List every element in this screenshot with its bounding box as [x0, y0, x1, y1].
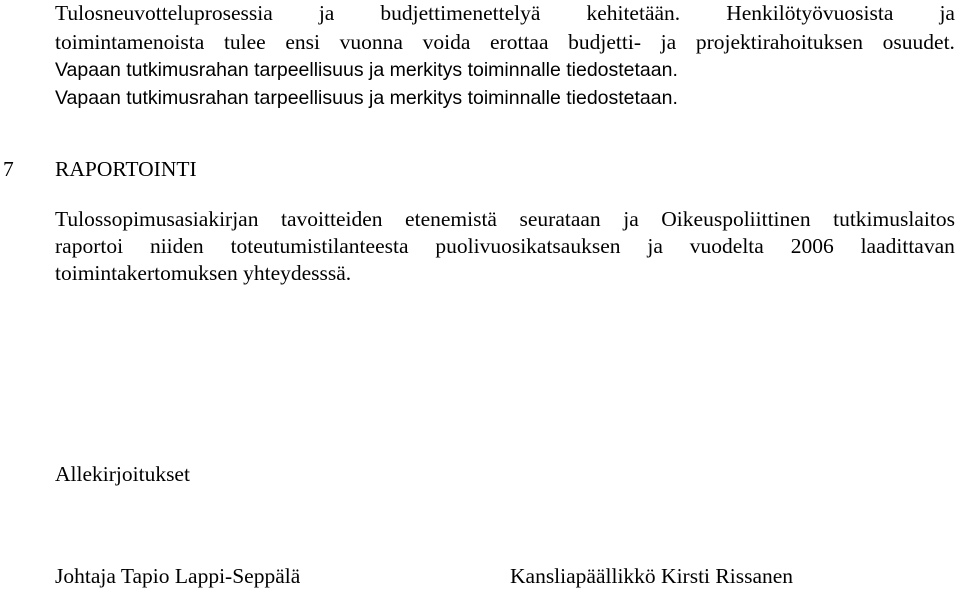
section-title: RAPORTOINTI	[55, 157, 197, 181]
word: budjettimenettelyä	[380, 1, 541, 25]
word: kehitetään.	[586, 1, 681, 25]
line-text: Vapaan tutkimusrahan tarpeellisuus ja merkitys toiminnalle tiedostetaan.	[55, 59, 678, 81]
word: erottaa	[490, 30, 549, 54]
signature-right: Kansliapäällikkö Kirsti Rissanen	[510, 564, 794, 588]
word: ja	[660, 30, 677, 54]
paragraph2-line3	[55, 260, 955, 286]
paragraph2-line1	[55, 206, 955, 232]
word: niiden	[149, 234, 204, 258]
word: voida	[422, 30, 471, 54]
paragraph1-line2	[55, 29, 955, 55]
signatures-heading: Allekirjoitukset	[55, 462, 190, 486]
word: Oikeuspoliittinen	[661, 207, 811, 231]
word: vuonna	[339, 30, 403, 54]
paragraph1-line3	[55, 57, 955, 83]
section-number: 7	[3, 157, 14, 181]
paragraph1-line4	[55, 85, 955, 111]
word: ja	[939, 1, 955, 25]
word: tulee	[223, 30, 266, 54]
paragraph2-line2	[55, 233, 955, 259]
word: Tulosneuvotteluprosessia	[55, 1, 273, 25]
line-text: toimintakertomuksen yhteydesssä.	[55, 261, 352, 285]
word: Tulossopimusasiakirjan	[55, 207, 259, 231]
line-text: Vapaan tutkimusrahan tarpeellisuus ja merkitys toiminnalle tiedostetaan.	[55, 87, 678, 109]
word: seurataan	[519, 207, 601, 231]
word: ja	[623, 207, 639, 231]
word: ensi	[285, 30, 321, 54]
word: tutkimuslaitos	[833, 207, 955, 231]
word: tavoitteiden	[281, 207, 383, 231]
word: puolivuosikatsauksen	[435, 234, 621, 258]
word: 2006	[790, 234, 834, 258]
word: toimintamenoista	[55, 30, 205, 54]
word: ja	[647, 234, 663, 258]
paragraph1-line1	[55, 0, 955, 26]
word: Henkilötyövuosista	[726, 1, 894, 25]
word: toteutumistilanteesta	[230, 234, 409, 258]
word: etenemistä	[405, 207, 497, 231]
word: vuodelta	[689, 234, 764, 258]
word: laadittavan	[860, 234, 955, 258]
word: budjetti-	[568, 30, 642, 54]
word: projektirahoituksen	[695, 30, 864, 54]
word: raportoi	[55, 234, 124, 258]
word: ja	[318, 1, 335, 25]
signature-left: Johtaja Tapio Lappi-Seppälä	[55, 564, 301, 588]
word: osuudet.	[882, 30, 955, 54]
